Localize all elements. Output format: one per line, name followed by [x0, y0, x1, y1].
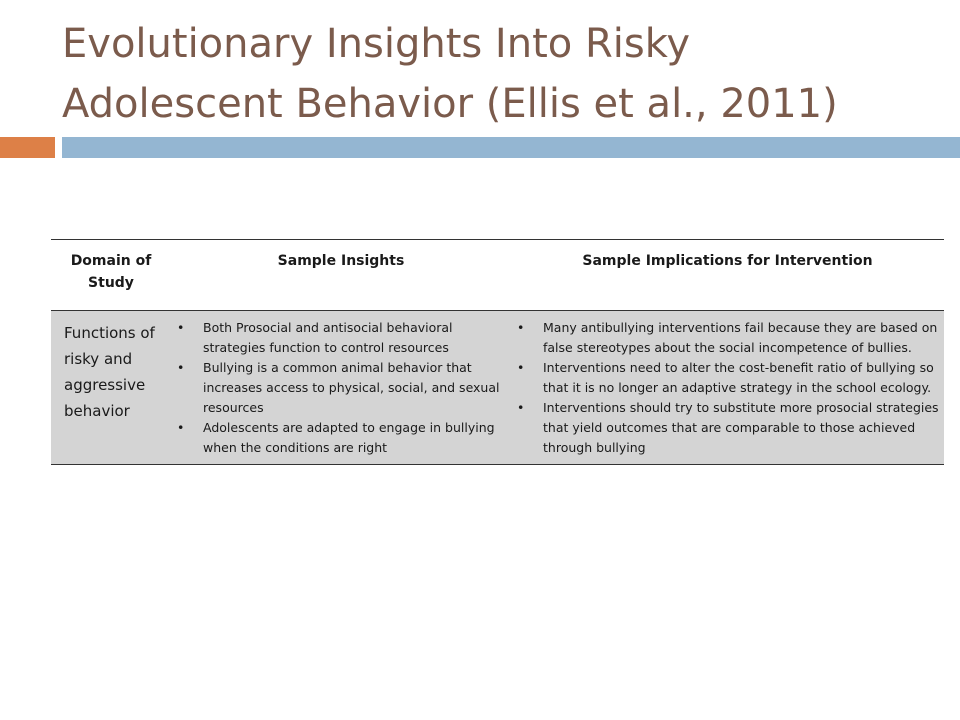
implication-item	[515, 358, 942, 398]
slide-title-line-1: Evolutionary Insights Into Risky	[62, 21, 691, 67]
insight-item	[175, 318, 509, 358]
insight-item	[175, 418, 509, 458]
accent-bar-orange	[0, 137, 55, 158]
table-header-row	[51, 240, 944, 311]
implications-list	[511, 311, 944, 464]
domain-cell: Functions of risky and aggressive behavior	[64, 324, 155, 420]
implication-item	[515, 318, 942, 358]
insight-text: Adolescents are adapted to engage in bullying when the conditions are right	[203, 420, 495, 455]
header-sample-insights: Sample Insights	[277, 253, 405, 269]
insight-text: Both Prosocial and antisocial behavioral strategies function to control resources	[203, 320, 453, 355]
implication-text: Interventions need to alter the cost-benefit ratio of bullying so that it is no longer an adaptive strategy in the school ecology.	[543, 360, 934, 395]
implications-cell	[511, 311, 944, 465]
insights-list	[171, 311, 511, 464]
insight-item	[175, 358, 509, 418]
slide-title-line-2: Adolescent Behavior (Ellis et al., 2011)	[62, 81, 838, 127]
bullet-icon: •	[177, 320, 185, 335]
header-domain-of-study: Domain of Study	[70, 253, 152, 291]
implication-text: Interventions should try to substitute more prosocial strategies that yield outcomes that are comparable to those achieved through bullying	[543, 400, 939, 455]
implication-item	[515, 398, 942, 458]
table-row	[51, 311, 944, 465]
header-sample-implications: Sample Implications for Intervention	[582, 253, 873, 269]
slide-title	[62, 14, 942, 134]
bullet-icon: •	[517, 400, 525, 415]
implication-text: Many antibullying interventions fail because they are based on false stereotypes about the social incompetence of bullies.	[543, 320, 938, 355]
insights-table	[51, 239, 944, 465]
bullet-icon: •	[177, 360, 185, 375]
insights-cell	[171, 311, 511, 465]
bullet-icon: •	[517, 360, 525, 375]
accent-bar-blue	[62, 137, 960, 158]
bullet-icon: •	[517, 320, 525, 335]
bullet-icon: •	[177, 420, 185, 435]
insight-text: Bullying is a common animal behavior that increases access to physical, social, and sexual resources	[203, 360, 500, 415]
